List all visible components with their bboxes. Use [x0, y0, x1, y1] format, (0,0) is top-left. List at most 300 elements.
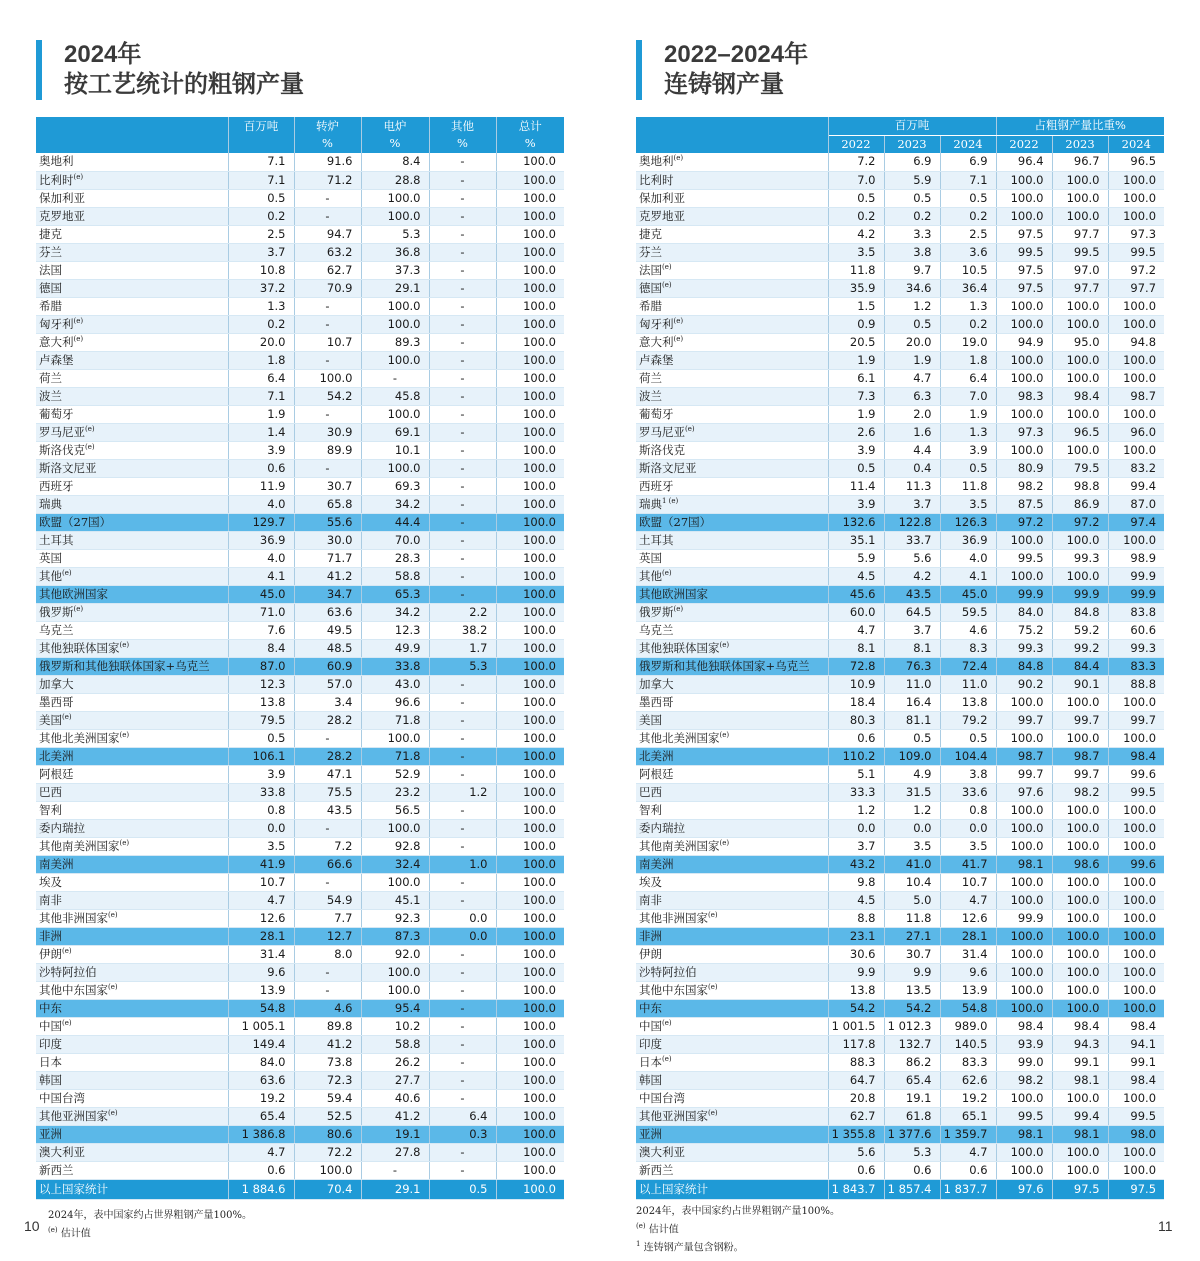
cell-value: 1.5 — [828, 297, 884, 315]
cell-value: 99.3 — [1052, 549, 1108, 567]
cell-value: 4.7 — [228, 891, 294, 909]
cell-value: 54.2 — [294, 387, 361, 405]
footnote-mark: (e) — [108, 982, 118, 991]
cell-value: 30.6 — [828, 945, 884, 963]
cell-value: 64.5 — [884, 603, 940, 621]
cell-value: 98.2 — [996, 477, 1052, 495]
cell-value: 109.0 — [884, 747, 940, 765]
cell-value: 6.4 — [228, 369, 294, 387]
cell-value: 0.0 — [940, 819, 996, 837]
cell-value: 98.4 — [1108, 1071, 1164, 1089]
cell-value: - — [429, 279, 496, 297]
cell-value: 100.0 — [996, 531, 1052, 549]
cell-value: 99.9 — [996, 585, 1052, 603]
right-title-line1: 2022–2024年 — [664, 41, 809, 68]
cell-value: 83.3 — [1108, 657, 1164, 675]
row-label: 法国 — [36, 261, 228, 279]
cell-value: 100.0 — [1052, 207, 1108, 225]
cell-value: - — [429, 477, 496, 495]
footnote-mark: (e) — [719, 730, 730, 739]
table-row — [636, 279, 1164, 297]
row-label: 南美洲 — [636, 855, 828, 873]
cell-value: 989.0 — [940, 1017, 996, 1035]
table-row — [36, 279, 564, 297]
footnote-mark: (e) — [73, 604, 84, 613]
cell-value: 98.1 — [996, 855, 1052, 873]
cell-value: 34.2 — [361, 603, 429, 621]
table-row — [36, 351, 564, 369]
row-label: 加拿大 — [636, 675, 828, 693]
cell-value: 97.5 — [1052, 1179, 1108, 1199]
row-label: 墨西哥 — [36, 693, 228, 711]
cell-value: 100.0 — [1052, 999, 1108, 1017]
cell-value: 100.0 — [496, 1053, 564, 1071]
cell-value: 97.2 — [996, 513, 1052, 531]
cell-value: 13.8 — [828, 981, 884, 999]
cell-value: 33.8 — [228, 783, 294, 801]
cell-value: 100.0 — [996, 981, 1052, 999]
cell-value: 98.4 — [1052, 1017, 1108, 1035]
table-row — [36, 405, 564, 423]
row-label: 德国$^{(e)}$ — [636, 279, 828, 297]
cell-value: 100.0 — [996, 1089, 1052, 1107]
cell-value: 100.0 — [996, 999, 1052, 1017]
table-row — [636, 675, 1164, 693]
row-label: 韩国 — [636, 1071, 828, 1089]
cell-value: 71.0 — [228, 603, 294, 621]
cell-value: 140.5 — [940, 1035, 996, 1053]
cell-value: 100.0 — [1108, 999, 1164, 1017]
page-number-left: 10 — [24, 1218, 40, 1234]
cell-value: 4.5 — [828, 567, 884, 585]
header-mt: 百万吨 — [228, 117, 294, 153]
cell-value: 4.7 — [940, 891, 996, 909]
cell-value: 98.4 — [1108, 747, 1164, 765]
cell-value: - — [429, 801, 496, 819]
cell-value: 100.0 — [496, 639, 564, 657]
table-row — [36, 1107, 564, 1125]
cell-value: - — [294, 819, 361, 837]
row-label: 奥地利 — [36, 153, 228, 171]
cell-value: 100.0 — [1108, 1143, 1164, 1161]
row-label: 俄罗斯和其他独联体国家+乌克兰 — [636, 657, 828, 675]
cell-value: 149.4 — [228, 1035, 294, 1053]
cell-value: 8.1 — [884, 639, 940, 657]
cell-value: 29.1 — [361, 279, 429, 297]
cell-value: 100.0 — [1052, 963, 1108, 981]
cell-value: 100.0 — [496, 495, 564, 513]
row-label: 巴西 — [36, 783, 228, 801]
footnote-mark: (e) — [719, 838, 730, 847]
cell-value: 100.0 — [1052, 441, 1108, 459]
table-row — [636, 765, 1164, 783]
cell-value: 100.0 — [496, 1143, 564, 1161]
cell-value: 7.0 — [828, 171, 884, 189]
cell-value: - — [429, 441, 496, 459]
cell-value: 100.0 — [1052, 567, 1108, 585]
cell-value: 87.5 — [996, 495, 1052, 513]
row-label: 荷兰 — [636, 369, 828, 387]
cell-value: 100.0 — [996, 567, 1052, 585]
cell-value: 55.6 — [294, 513, 361, 531]
cell-value: 98.0 — [1108, 1125, 1164, 1143]
cell-value: 98.2 — [1052, 783, 1108, 801]
cell-value: 0.6 — [228, 459, 294, 477]
cell-value: 99.7 — [1052, 765, 1108, 783]
cell-value: 12.3 — [361, 621, 429, 639]
cell-value: 0.5 — [940, 459, 996, 477]
cell-value: - — [361, 369, 429, 387]
table-row — [636, 261, 1164, 279]
cell-value: 54.8 — [228, 999, 294, 1017]
cell-value: 100.0 — [1108, 441, 1164, 459]
cell-value: 94.3 — [1052, 1035, 1108, 1053]
row-label: 其他独联体国家$^{(e)}$ — [36, 639, 228, 657]
cell-value: 65.1 — [940, 1107, 996, 1125]
cell-value: 1 359.7 — [940, 1125, 996, 1143]
cell-value: 100.0 — [496, 837, 564, 855]
cell-value: 100.0 — [1052, 1089, 1108, 1107]
cell-value: 1.0 — [429, 855, 496, 873]
table-row — [36, 1035, 564, 1053]
cell-value: 100.0 — [361, 189, 429, 207]
cell-value: 100.0 — [361, 315, 429, 333]
cell-value: 99.5 — [996, 1107, 1052, 1125]
table-row — [636, 405, 1164, 423]
cell-value: 100.0 — [1108, 369, 1164, 387]
row-label: 其他亚洲国家$^{(e)}$ — [36, 1107, 228, 1125]
cell-value: - — [294, 459, 361, 477]
table-row — [36, 171, 564, 189]
cell-value: 83.3 — [940, 1053, 996, 1071]
cell-value: 72.2 — [294, 1143, 361, 1161]
cell-value: 44.4 — [361, 513, 429, 531]
cell-value: 72.8 — [828, 657, 884, 675]
cell-value: 5.6 — [884, 549, 940, 567]
table-row — [636, 459, 1164, 477]
row-label: 印度 — [636, 1035, 828, 1053]
cell-value: 20.0 — [228, 333, 294, 351]
cell-value: 10.7 — [228, 873, 294, 891]
cell-value: 106.1 — [228, 747, 294, 765]
cell-value: 98.6 — [1052, 855, 1108, 873]
cell-value: 7.1 — [228, 171, 294, 189]
row-label: 伊朗 — [636, 945, 828, 963]
cell-value: 100.0 — [496, 423, 564, 441]
left-page-title — [64, 40, 304, 100]
table-row — [636, 1071, 1164, 1089]
cell-value: 7.1 — [228, 153, 294, 171]
subtotal-row — [36, 657, 564, 675]
cell-value: 100.0 — [1052, 1161, 1108, 1179]
cell-value: 79.5 — [1052, 459, 1108, 477]
cell-value: - — [429, 819, 496, 837]
cell-value: 100.0 — [496, 387, 564, 405]
cell-value: 16.4 — [884, 693, 940, 711]
cell-value: 100.0 — [496, 657, 564, 675]
cell-value: 97.7 — [1052, 279, 1108, 297]
table-row — [36, 1143, 564, 1161]
row-label: 以上国家统计 — [636, 1179, 828, 1199]
cell-value: 100.0 — [496, 711, 564, 729]
table-row — [636, 729, 1164, 747]
cell-value: 1 001.5 — [828, 1017, 884, 1035]
table-row — [636, 477, 1164, 495]
row-label: 卢森堡 — [36, 351, 228, 369]
cell-value: 95.4 — [361, 999, 429, 1017]
cell-value: 0.2 — [228, 315, 294, 333]
cell-value: 62.7 — [828, 1107, 884, 1125]
cell-value: 0.0 — [429, 909, 496, 927]
cell-value: 3.4 — [294, 693, 361, 711]
table-row — [636, 621, 1164, 639]
cell-value: 9.6 — [228, 963, 294, 981]
cell-value: 99.5 — [1108, 783, 1164, 801]
table-row — [636, 603, 1164, 621]
cell-value: 4.0 — [940, 549, 996, 567]
cell-value: 96.4 — [996, 153, 1052, 171]
row-label: 阿根廷 — [636, 765, 828, 783]
table-row — [636, 783, 1164, 801]
cell-value: 99.0 — [996, 1053, 1052, 1071]
row-label: 委内瑞拉 — [36, 819, 228, 837]
row-label: 奥地利$^{(e)}$ — [636, 153, 828, 171]
row-label: 其他非洲国家$^{(e)}$ — [36, 909, 228, 927]
row-label: 新西兰 — [636, 1161, 828, 1179]
row-label: 保加利亚 — [636, 189, 828, 207]
cell-value: 100.0 — [496, 279, 564, 297]
cell-value: 100.0 — [1052, 171, 1108, 189]
cell-value: 6.1 — [828, 369, 884, 387]
cell-value: 1.9 — [828, 405, 884, 423]
table-row — [636, 963, 1164, 981]
cell-value: 100.0 — [496, 261, 564, 279]
cell-value: 8.4 — [228, 639, 294, 657]
header-eaf: 电炉 % — [361, 117, 429, 153]
cell-value: 12.3 — [228, 675, 294, 693]
footnote-mark: (e) — [62, 946, 72, 955]
subtotal-row — [36, 999, 564, 1017]
cell-value: 28.2 — [294, 747, 361, 765]
row-label: 葡萄牙 — [36, 405, 228, 423]
table-row — [36, 333, 564, 351]
cell-value: - — [294, 405, 361, 423]
cell-value: 33.8 — [361, 657, 429, 675]
cell-value: 13.8 — [940, 693, 996, 711]
cell-value: 63.2 — [294, 243, 361, 261]
cell-value: 93.9 — [996, 1035, 1052, 1053]
footnote-mark: (e) — [62, 712, 72, 721]
cell-value: 5.3 — [429, 657, 496, 675]
cell-value: 43.0 — [361, 675, 429, 693]
cell-value: 90.2 — [996, 675, 1052, 693]
cell-value: 126.3 — [940, 513, 996, 531]
cell-value: 59.5 — [940, 603, 996, 621]
cell-value: 7.3 — [828, 387, 884, 405]
cell-value: 100.0 — [996, 171, 1052, 189]
cell-value: 83.8 — [1108, 603, 1164, 621]
row-label: 俄罗斯$^{(e)}$ — [36, 603, 228, 621]
table-row — [36, 441, 564, 459]
header-country — [36, 117, 228, 153]
cell-value: 43.5 — [294, 801, 361, 819]
cell-value: - — [429, 369, 496, 387]
footnote-mark: (e) — [85, 442, 95, 451]
footnote-mark: (e) — [719, 640, 730, 649]
row-label: 英国 — [36, 549, 228, 567]
total-row — [36, 1179, 564, 1199]
cell-value: 36.8 — [361, 243, 429, 261]
cell-value: 45.0 — [228, 585, 294, 603]
cell-value: - — [429, 891, 496, 909]
cell-value: 0.8 — [940, 801, 996, 819]
cell-value: 100.0 — [1108, 819, 1164, 837]
cell-value: - — [429, 1071, 496, 1089]
table-row — [636, 243, 1164, 261]
cell-value: 100.0 — [1108, 171, 1164, 189]
table-row — [36, 891, 564, 909]
cell-value: 2.0 — [884, 405, 940, 423]
cell-value: 0.5 — [884, 729, 940, 747]
cell-value: 100.0 — [496, 945, 564, 963]
cell-value: 89.8 — [294, 1017, 361, 1035]
cell-value: 100.0 — [996, 693, 1052, 711]
right-table-body — [636, 153, 1164, 1199]
cell-value: 100.0 — [1052, 1143, 1108, 1161]
table-row — [36, 207, 564, 225]
cell-value: 0.5 — [884, 315, 940, 333]
note-coverage: 2024年，表中国家约占世界粗钢产量100%。 — [636, 1206, 841, 1217]
cell-value: 13.9 — [940, 981, 996, 999]
cell-value: 0.6 — [828, 729, 884, 747]
cell-value: 5.3 — [884, 1143, 940, 1161]
cell-value: 1 884.6 — [228, 1179, 294, 1199]
row-label: 意大利$^{(e)}$ — [636, 333, 828, 351]
cell-value: 64.7 — [828, 1071, 884, 1089]
cell-value: 100.0 — [1108, 1161, 1164, 1179]
cell-value: 100.0 — [496, 207, 564, 225]
cell-value: 7.2 — [828, 153, 884, 171]
table-row — [636, 1107, 1164, 1125]
cell-value: 99.6 — [1108, 855, 1164, 873]
cell-value: 99.7 — [1052, 711, 1108, 729]
subtotal-row — [636, 585, 1164, 603]
cell-value: 12.7 — [294, 927, 361, 945]
row-label: 波兰 — [636, 387, 828, 405]
cell-value: - — [429, 297, 496, 315]
footnote-mark: (e) — [708, 910, 718, 919]
row-label: 保加利亚 — [36, 189, 228, 207]
table-row — [36, 909, 564, 927]
row-label: 其他$^{(e)}$ — [636, 567, 828, 585]
table-row — [36, 675, 564, 693]
cell-value: - — [294, 873, 361, 891]
table-row — [36, 477, 564, 495]
cell-value: 79.2 — [940, 711, 996, 729]
cell-value: 10.9 — [828, 675, 884, 693]
cell-value: 11.8 — [940, 477, 996, 495]
cell-value: 99.4 — [1052, 1107, 1108, 1125]
cell-value: 11.8 — [828, 261, 884, 279]
cell-value: 100.0 — [1108, 873, 1164, 891]
table-row — [636, 441, 1164, 459]
cell-value: 56.5 — [361, 801, 429, 819]
cell-value: 41.9 — [228, 855, 294, 873]
cell-value: 99.5 — [996, 243, 1052, 261]
cell-value: 8.4 — [361, 153, 429, 171]
cell-value: - — [429, 513, 496, 531]
cell-value: 1.2 — [828, 801, 884, 819]
cell-value: 70.9 — [294, 279, 361, 297]
row-label: 中国$^{(e)}$ — [636, 1017, 828, 1035]
table-row — [36, 1017, 564, 1035]
cell-value: 1.9 — [940, 405, 996, 423]
cell-value: 3.5 — [228, 837, 294, 855]
row-label: 日本$^{(e)}$ — [636, 1053, 828, 1071]
cell-value: 11.0 — [884, 675, 940, 693]
table-row — [636, 369, 1164, 387]
header-bof: 转炉 % — [294, 117, 361, 153]
cell-value: 100.0 — [496, 729, 564, 747]
cell-value: 99.4 — [1108, 477, 1164, 495]
cell-value: 13.9 — [228, 981, 294, 999]
cell-value: 75.5 — [294, 783, 361, 801]
cell-value: 100.0 — [496, 1017, 564, 1035]
cell-value: 3.5 — [940, 837, 996, 855]
header-mt-group: 百万吨 — [828, 117, 996, 135]
row-label: 匈牙利$^{(e)}$ — [636, 315, 828, 333]
cell-value: - — [429, 999, 496, 1017]
table-row — [636, 1035, 1164, 1053]
subtotal-row — [636, 927, 1164, 945]
cell-value: 1.2 — [429, 783, 496, 801]
cell-value: 100.0 — [496, 243, 564, 261]
row-label: 波兰 — [36, 387, 228, 405]
cell-value: 6.3 — [884, 387, 940, 405]
footnote-mark: (e) — [662, 1054, 672, 1063]
subtotal-row — [36, 927, 564, 945]
cell-value: 75.2 — [996, 621, 1052, 639]
cell-value: 62.7 — [294, 261, 361, 279]
cell-value: 100.0 — [496, 819, 564, 837]
cell-value: 0.4 — [884, 459, 940, 477]
row-label: 克罗地亚 — [636, 207, 828, 225]
cell-value: 71.8 — [361, 711, 429, 729]
cell-value: 7.0 — [940, 387, 996, 405]
cell-value: 27.7 — [361, 1071, 429, 1089]
cell-value: 6.4 — [429, 1107, 496, 1125]
cell-value: 11.4 — [828, 477, 884, 495]
table-row — [636, 495, 1164, 513]
cell-value: 3.9 — [228, 441, 294, 459]
cell-value: 0.6 — [884, 1161, 940, 1179]
cell-value: 100.0 — [1052, 315, 1108, 333]
cell-value: 61.8 — [884, 1107, 940, 1125]
cell-value: 98.9 — [1108, 549, 1164, 567]
cell-value: 37.3 — [361, 261, 429, 279]
cell-value: 8.8 — [828, 909, 884, 927]
table-row — [636, 819, 1164, 837]
cell-value: 100.0 — [361, 297, 429, 315]
cell-value: 8.0 — [294, 945, 361, 963]
cell-value: 28.1 — [228, 927, 294, 945]
table-row — [636, 1017, 1164, 1035]
cell-value: 9.8 — [828, 873, 884, 891]
cell-value: 80.9 — [996, 459, 1052, 477]
cell-value: 4.7 — [940, 1143, 996, 1161]
row-label: 阿根廷 — [36, 765, 228, 783]
cell-value: 4.6 — [940, 621, 996, 639]
